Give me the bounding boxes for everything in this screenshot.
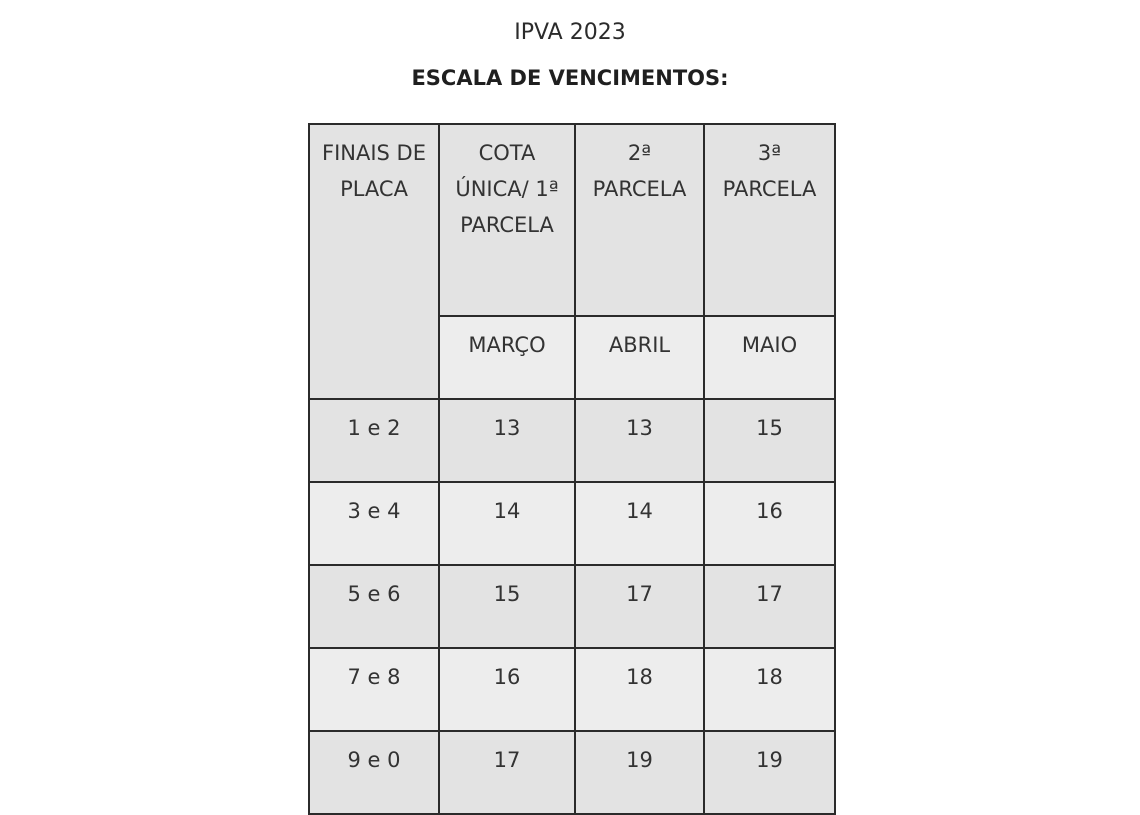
column-header-label: 2ª PARCELA (592, 141, 687, 201)
column-header-label: COTA ÚNICA/ 1ª PARCELA (455, 141, 559, 237)
due-day-cell: 17 (704, 565, 835, 648)
month-header-1: MARÇO (439, 316, 575, 399)
table-row (309, 399, 835, 482)
table-row (309, 565, 835, 648)
due-day-cell: 17 (439, 731, 575, 814)
due-day-cell: 14 (575, 482, 704, 565)
due-day-cell: 18 (704, 648, 835, 731)
due-date-table (308, 123, 836, 815)
due-day-cell: 15 (704, 399, 835, 482)
plate-endings-cell: 3 e 4 (309, 482, 439, 565)
due-day-cell: 13 (439, 399, 575, 482)
column-header-1 (439, 124, 575, 316)
due-day-cell: 16 (704, 482, 835, 565)
column-header-2 (575, 124, 704, 316)
due-day-cell: 16 (439, 648, 575, 731)
due-day-cell: 19 (704, 731, 835, 814)
due-day-cell: 14 (439, 482, 575, 565)
due-day-cell: 18 (575, 648, 704, 731)
plate-endings-header-label: FINAIS DE PLACA (322, 141, 426, 201)
column-header-3 (704, 124, 835, 316)
column-header-label: 3ª PARCELA (722, 141, 817, 201)
month-header-2: ABRIL (575, 316, 704, 399)
page-subtitle: ESCALA DE VENCIMENTOS: (411, 66, 729, 90)
table-row (309, 482, 835, 565)
due-day-cell: 13 (575, 399, 704, 482)
plate-endings-cell: 5 e 6 (309, 565, 439, 648)
table-header-row (309, 124, 835, 316)
page-title: IPVA 2023 (514, 20, 626, 45)
plate-endings-header (309, 124, 439, 399)
due-day-cell: 15 (439, 565, 575, 648)
month-header-3: MAIO (704, 316, 835, 399)
table-row (309, 731, 835, 814)
plate-endings-cell: 1 e 2 (309, 399, 439, 482)
plate-endings-cell: 9 e 0 (309, 731, 439, 814)
due-day-cell: 17 (575, 565, 704, 648)
due-day-cell: 19 (575, 731, 704, 814)
plate-endings-cell: 7 e 8 (309, 648, 439, 731)
table-row (309, 648, 835, 731)
